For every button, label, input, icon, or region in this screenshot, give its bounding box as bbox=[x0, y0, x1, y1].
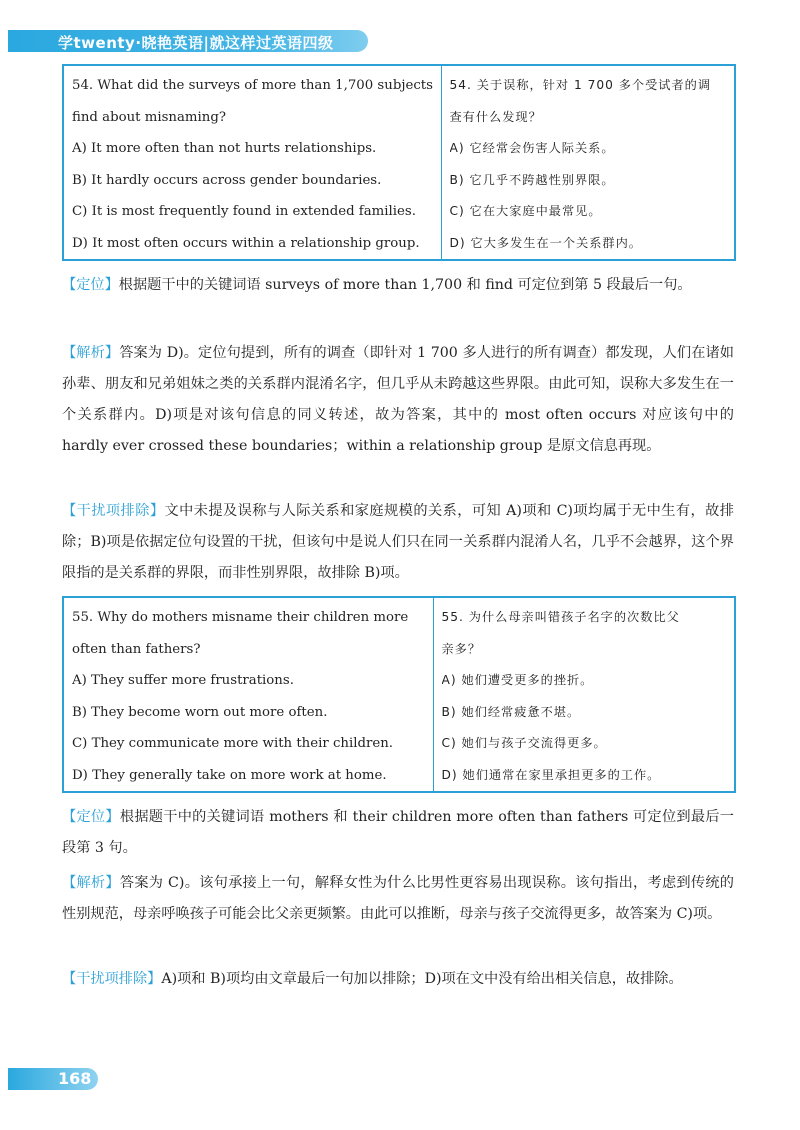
analysis-tag: 【解析】 bbox=[62, 875, 120, 891]
q54-option-b: B) It hardly occurs across gender boundaries. bbox=[72, 172, 382, 188]
q54-zh-option-b: B) 它几乎不跨越性别界限。 bbox=[449, 172, 615, 187]
question-55-table bbox=[62, 596, 736, 793]
q55-zh-line: 55. 为什么母亲叫错孩子名字的次数比父 bbox=[441, 610, 680, 624]
page-number: 168 bbox=[58, 1069, 92, 1088]
question-55-chinese bbox=[433, 597, 735, 792]
locate-text: 根据题干中的关键词语 mothers 和 their children more often than fathers 可定位到最后一段第 3 句。 bbox=[62, 809, 734, 856]
exclude-text: 文中未提及误称与人际关系和家庭规模的关系，可知 A)项和 C)项均属于无中生有，故排除；B)项是依据定位句设置的干扰，但该句中是说人们只在同一关系群内混淆人名，几乎不会越界，这个界限指的是关系群的界限，而非性别界限，故排除 B)项。 bbox=[62, 503, 734, 581]
locate-tag: 【定位】 bbox=[62, 277, 119, 293]
q54-en-line: 54. What did the surveys of more than 1,700 subjects bbox=[72, 78, 433, 93]
q54-option-d: D) It most often occurs within a relationship group. bbox=[72, 235, 420, 251]
q54-zh-line: 查有什么发现？ bbox=[449, 109, 542, 124]
q54-exclude-paragraph bbox=[62, 496, 734, 589]
analysis-text: 答案为 C)。该句承接上一句，解释女性为什么比男性更容易出现误称。该句指出，考虑到传统的性别规范，母亲呼唤孩子可能会比父亲更频繁。由此可以推断，母亲与孩子交流得更多，故答案为 C)项。 bbox=[62, 875, 734, 922]
q55-en-line: 55. Why do mothers misname their children more bbox=[72, 610, 409, 625]
running-header: 学twenty·晓艳英语|就这样过英语四级 bbox=[58, 34, 334, 52]
q54-option-a: A) It more often than not hurts relationships. bbox=[72, 141, 377, 156]
analysis-text: 答案为 D)。定位句提到，所有的调查（即针对 1 700 多人进行的所有调查）都发现，人们在诸如孙辈、朋友和兄弟姐妹之类的关系群内混淆名字，但几乎从未跨越这些界限。由此可知，误称大多发生在一个关系群内。D)项是对该句信息的同义转述，故为答案，其中的 most often occurs 对应该句中的 hardly ever crossed these boundaries；within a relationship group 是原文信息再现。 bbox=[62, 345, 734, 454]
q55-zh-option-b: B) 她们经常疲惫不堪。 bbox=[441, 704, 581, 719]
exclude-tag: 【干扰项排除】 bbox=[62, 971, 162, 987]
q55-option-b: B) They become worn out more often. bbox=[72, 704, 328, 720]
locate-text: 根据题干中的关键词语 surveys of more than 1,700 和 find 可定位到第 5 段最后一句。 bbox=[118, 277, 692, 293]
q54-analysis-paragraph bbox=[62, 338, 734, 462]
q54-en-line: find about misnaming? bbox=[72, 109, 226, 125]
q54-locate-paragraph bbox=[62, 270, 734, 301]
q54-zh-option-d: D) 它大多发生在一个关系群内。 bbox=[449, 235, 642, 250]
q55-zh-option-d: D) 她们通常在家里承担更多的工作。 bbox=[441, 767, 661, 782]
q55-exclude-paragraph bbox=[62, 964, 734, 995]
q55-zh-line: 亲多？ bbox=[441, 641, 482, 656]
q54-zh-option-c: C) 它在大家庭中最常见。 bbox=[449, 204, 602, 218]
q55-zh-option-a: A) 她们遭受更多的挫折。 bbox=[441, 673, 594, 687]
question-55-english bbox=[63, 597, 433, 792]
locate-tag: 【定位】 bbox=[62, 809, 120, 825]
analysis-tag: 【解析】 bbox=[62, 345, 120, 361]
q54-zh-option-a: A) 它经常会伤害人际关系。 bbox=[449, 141, 615, 155]
q55-locate-paragraph bbox=[62, 802, 734, 864]
q55-option-c: C) They communicate more with their children. bbox=[72, 736, 393, 751]
q54-option-c: C) It is most frequently found in extended families. bbox=[72, 204, 416, 219]
q55-en-line: often than fathers? bbox=[72, 641, 201, 657]
q55-analysis-paragraph bbox=[62, 868, 734, 930]
q55-zh-option-c: C) 她们与孩子交流得更多。 bbox=[441, 736, 607, 750]
question-54-english bbox=[63, 65, 441, 260]
q55-option-d: D) They generally take on more work at home. bbox=[72, 767, 387, 783]
exclude-text: A)项和 B)项均由文章最后一句加以排除；D)项在文中没有给出相关信息，故排除。 bbox=[161, 971, 683, 987]
exclude-tag: 【干扰项排除】 bbox=[62, 503, 165, 519]
question-54-chinese bbox=[441, 65, 735, 260]
question-54-table bbox=[62, 64, 736, 261]
q55-option-a: A) They suffer more frustrations. bbox=[72, 673, 294, 688]
q54-zh-line: 54. 关于误称，针对 1 700 多个受试者的调 bbox=[449, 78, 712, 92]
